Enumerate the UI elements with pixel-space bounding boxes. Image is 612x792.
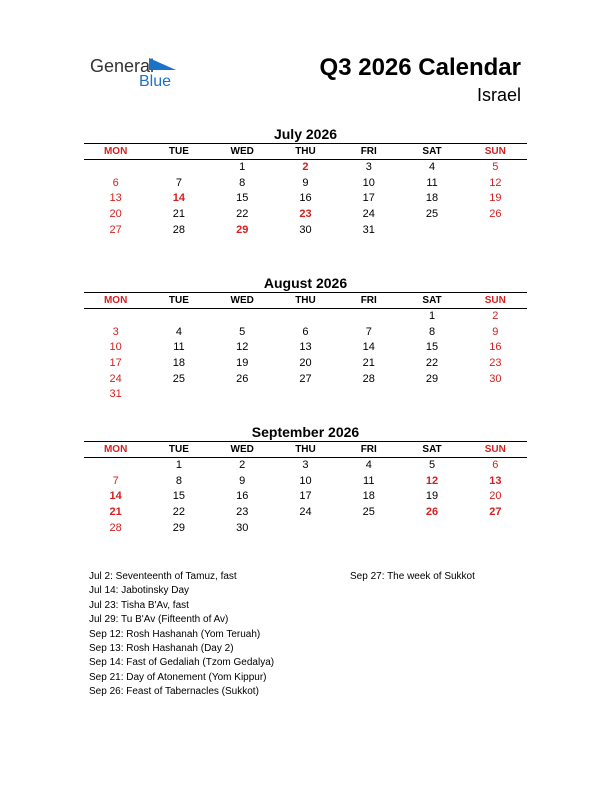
weekday-header: FRI — [360, 444, 377, 455]
weekday-header: SUN — [484, 295, 506, 306]
day-cell: 31 — [109, 388, 122, 401]
day-cell: 7 — [175, 176, 182, 189]
weekday-header: FRI — [360, 146, 377, 157]
day-cell: 8 — [428, 325, 436, 338]
week-row — [84, 176, 527, 192]
holiday-item: Sep 13: Rosh Hashanah (Day 2) — [89, 642, 234, 654]
empty-day-cell — [84, 160, 147, 176]
holiday-item: Sep 12: Rosh Hashanah (Yom Teruah) — [89, 628, 261, 640]
month-august — [84, 274, 527, 403]
page-title: Q3 2026 Calendar — [319, 54, 521, 81]
day-cell: 31 — [362, 223, 375, 236]
empty-day-cell — [464, 387, 527, 403]
week-row — [84, 372, 527, 388]
day-cell: 6 — [492, 459, 499, 471]
weekday-header: WED — [230, 444, 254, 455]
day-cell: 20 — [489, 490, 502, 503]
day-cell: 7 — [365, 325, 372, 338]
day-cell: 16 — [236, 490, 249, 503]
month-september — [84, 423, 527, 536]
day-cell: 26 — [236, 372, 249, 385]
logo-text-general: General — [90, 56, 155, 76]
day-cell: 3 — [302, 459, 309, 471]
week-row — [84, 325, 527, 341]
empty-day-cell — [400, 223, 463, 239]
holiday-list-left — [89, 570, 274, 700]
empty-day-cell — [337, 387, 400, 403]
day-cell: 14 — [172, 192, 186, 205]
week-row — [84, 309, 527, 325]
week-row — [84, 489, 527, 505]
week-row — [84, 160, 527, 176]
day-cell: 28 — [172, 223, 186, 236]
day-cell: 11 — [363, 474, 375, 487]
day-cell: 26 — [425, 506, 439, 519]
day-cell: 19 — [236, 357, 249, 370]
empty-day-cell — [400, 387, 463, 403]
day-cell: 14 — [109, 490, 122, 503]
week-row — [84, 223, 527, 239]
weekday-header: FRI — [360, 295, 377, 306]
day-cell: 27 — [109, 223, 122, 236]
day-cell: 24 — [362, 208, 375, 221]
day-cell: 14 — [362, 341, 375, 354]
weekday-header: SAT — [422, 444, 442, 455]
weekday-header: MON — [103, 295, 128, 306]
day-cell: 25 — [172, 372, 186, 385]
weekday-header: TUE — [168, 295, 189, 306]
day-cell: 10 — [109, 341, 122, 354]
day-cell: 4 — [428, 161, 436, 173]
day-cell: 19 — [425, 490, 439, 503]
empty-day-cell — [147, 160, 210, 176]
day-cell: 2 — [239, 459, 246, 471]
empty-day-cell — [147, 309, 210, 325]
holiday-item: Sep 26: Feast of Tabernacles (Sukkot) — [89, 686, 259, 698]
day-cell: 5 — [428, 459, 436, 471]
day-cell: 12 — [425, 474, 439, 487]
weekday-header: SAT — [422, 146, 442, 157]
holiday-item: Jul 29: Tu B'Av (Fifteenth of Av) — [89, 614, 229, 626]
day-cell: 18 — [362, 490, 375, 503]
day-cell: 6 — [302, 325, 309, 338]
day-cell: 10 — [299, 474, 312, 487]
empty-day-cell — [274, 521, 337, 537]
day-cell: 5 — [239, 325, 246, 338]
day-cell: 21 — [172, 208, 186, 221]
day-cell: 11 — [426, 176, 438, 189]
day-cell: 9 — [239, 474, 246, 487]
week-row — [84, 191, 527, 207]
day-cell: 7 — [112, 474, 119, 487]
empty-day-cell — [464, 223, 527, 239]
day-cell: 16 — [489, 341, 502, 354]
day-cell: 9 — [492, 325, 499, 338]
day-cell: 25 — [362, 506, 375, 519]
day-cell: 1 — [428, 310, 436, 322]
day-cell: 24 — [109, 372, 122, 385]
day-cell: 15 — [172, 490, 186, 503]
empty-day-cell — [274, 309, 337, 325]
weekday-header-row — [84, 292, 527, 309]
day-cell: 30 — [236, 521, 249, 534]
holiday-item: Jul 23: Tisha B'Av, fast — [89, 599, 189, 611]
weekday-header: SUN — [484, 146, 506, 157]
day-cell: 28 — [109, 521, 122, 534]
weekday-header: SAT — [422, 295, 442, 306]
day-cell: 10 — [362, 176, 375, 189]
day-cell: 29 — [236, 223, 249, 236]
day-cell: 17 — [109, 357, 122, 370]
weekday-header: TUE — [168, 146, 189, 157]
day-cell: 16 — [299, 192, 312, 205]
week-row — [84, 505, 527, 521]
day-cell: 2 — [492, 310, 499, 322]
month-title: July 2026 — [273, 126, 338, 142]
day-cell: 22 — [425, 357, 439, 370]
day-cell: 15 — [425, 341, 439, 354]
holiday-item: Jul 14: Jabotinsky Day — [89, 585, 190, 597]
day-cell: 30 — [489, 372, 502, 385]
day-cell: 1 — [239, 161, 246, 173]
week-row — [84, 340, 527, 356]
day-cell: 26 — [489, 208, 502, 221]
day-cell: 20 — [109, 208, 122, 221]
empty-day-cell — [147, 387, 210, 403]
day-cell: 12 — [489, 176, 502, 189]
day-cell: 23 — [489, 357, 502, 370]
day-cell: 30 — [299, 223, 312, 236]
empty-day-cell — [84, 309, 147, 325]
weekday-header-row — [84, 143, 527, 160]
day-cell: 9 — [302, 176, 309, 189]
weekday-header: WED — [230, 146, 254, 157]
weekday-header: SUN — [484, 444, 506, 455]
weekday-header: THU — [295, 444, 316, 455]
holiday-item: Jul 2: Seventeenth of Tamuz, fast — [89, 571, 237, 582]
day-cell: 1 — [175, 459, 182, 471]
weekday-header: THU — [295, 146, 316, 157]
day-cell: 27 — [299, 372, 312, 385]
day-cell: 18 — [172, 357, 186, 370]
day-cell: 24 — [299, 506, 312, 519]
day-cell: 5 — [492, 161, 499, 173]
day-cell: 17 — [362, 192, 375, 205]
holiday-item: Sep 21: Day of Atonement (Yom Kippur) — [89, 671, 267, 683]
empty-day-cell — [400, 521, 463, 537]
logo-text-blue: Blue — [139, 73, 172, 90]
month-title: September 2026 — [251, 424, 360, 440]
day-cell: 21 — [362, 357, 375, 370]
weekday-header-row — [84, 441, 527, 458]
day-cell: 22 — [236, 208, 249, 221]
empty-day-cell — [274, 387, 337, 403]
day-cell: 12 — [236, 341, 249, 354]
day-cell: 29 — [172, 521, 186, 534]
empty-day-cell — [337, 521, 400, 537]
day-cell: 21 — [109, 506, 122, 519]
day-cell: 8 — [175, 474, 182, 487]
week-row — [84, 521, 527, 537]
week-row — [84, 387, 527, 403]
holiday-item: Sep 14: Fast of Gedaliah (Tzom Gedalya) — [89, 657, 275, 669]
country-name: Israel — [476, 85, 521, 105]
day-cell: 15 — [236, 192, 249, 205]
weekday-header: MON — [103, 146, 128, 157]
day-cell: 8 — [239, 176, 246, 189]
empty-day-cell — [211, 387, 274, 403]
holiday-list-right — [350, 570, 475, 584]
day-cell: 17 — [299, 490, 312, 503]
week-row — [84, 458, 527, 474]
day-cell: 20 — [299, 357, 312, 370]
day-cell: 13 — [489, 474, 502, 487]
day-cell: 4 — [365, 459, 372, 471]
day-cell: 18 — [425, 192, 439, 205]
day-cell: 11 — [173, 341, 185, 354]
day-cell: 23 — [299, 208, 312, 221]
empty-day-cell — [464, 521, 527, 537]
day-cell: 3 — [112, 325, 119, 338]
day-cell: 25 — [425, 208, 439, 221]
day-cell: 6 — [112, 176, 119, 189]
weekday-header: WED — [230, 295, 254, 306]
week-row — [84, 207, 527, 223]
day-cell: 29 — [425, 372, 439, 385]
month-title: August 2026 — [263, 275, 348, 291]
day-cell: 27 — [489, 506, 502, 519]
month-july — [84, 125, 527, 238]
day-cell: 3 — [365, 161, 372, 173]
weekday-header: MON — [103, 444, 128, 455]
weekday-header: THU — [295, 295, 316, 306]
week-row — [84, 356, 527, 372]
weekday-header: TUE — [168, 444, 189, 455]
day-cell: 13 — [109, 192, 122, 205]
logo-triangle-icon — [149, 58, 176, 70]
day-cell: 28 — [362, 372, 375, 385]
empty-day-cell — [337, 309, 400, 325]
day-cell: 23 — [236, 506, 249, 519]
holiday-item: Sep 27: The week of Sukkot — [350, 571, 475, 582]
empty-day-cell — [84, 458, 147, 474]
day-cell: 13 — [299, 341, 312, 354]
empty-day-cell — [211, 309, 274, 325]
day-cell: 22 — [172, 506, 186, 519]
day-cell: 4 — [175, 325, 182, 338]
day-cell: 2 — [302, 161, 309, 173]
day-cell: 19 — [489, 192, 502, 205]
week-row — [84, 474, 527, 490]
